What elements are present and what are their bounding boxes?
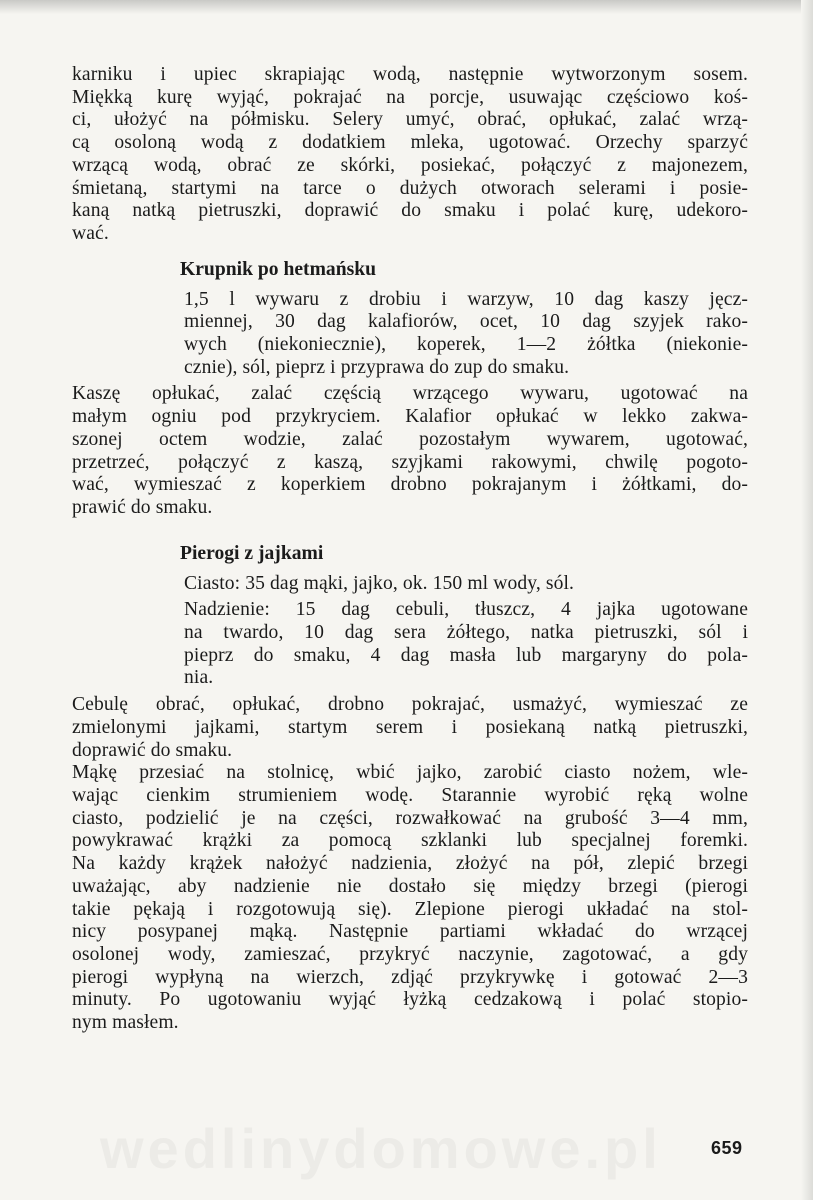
text-line: cą osoloną wodą z dodatkiem mleka, ugotować. Orzechy sparzyć <box>72 132 748 154</box>
text-line: osolonej wody, zamieszać, przykryć naczynie, zagotować, a gdy <box>72 943 748 965</box>
text-line: małym ogniu pod przykryciem. Kalafior opłukać w lekko zakwa- <box>72 406 748 428</box>
text-line: prawić do smaku. <box>72 496 213 518</box>
text-line: na twardo, 10 dag sera żółtego, natka pietruszki, sól i <box>184 622 748 644</box>
text-line: uważając, aby nadzienie nie dostało się między brzegi (pierogi <box>72 875 748 897</box>
text-line: wając cienkim strumieniem wodę. Starannie wyrobić ręką wolne <box>72 784 748 806</box>
text-line: Kaszę opłukać, zalać częścią wrzącego wywaru, ugotować na <box>72 383 748 405</box>
text-line: wrzącą wodą, obrać ze skórki, posiekać, połączyć z majonezem, <box>72 154 748 176</box>
recipe-title-pierogi: Pierogi z jajkami <box>180 542 324 564</box>
text-line: wych (niekoniecznie), koperek, 1—2 żółtka (niekonie- <box>184 334 748 356</box>
scan-top-shadow <box>0 0 813 14</box>
text-line: ciasto, podzielić je na części, rozwałkować na grubość 3—4 mm, <box>72 807 748 829</box>
intro-paragraph <box>72 64 748 246</box>
text-line: takie pękają i rozgotowują się). Zlepione pierogi układać na stol- <box>72 898 748 920</box>
text-line: szonej octem wodzie, zalać pozostałym wywarem, ugotować, <box>72 428 748 450</box>
text-line: Na każdy krążek nałożyć nadzienia, złożyć na pół, zlepić brzegi <box>72 853 748 875</box>
text-line: doprawić do smaku. <box>72 739 233 761</box>
text-line: cznie), sól, pieprz i przyprawa do zup do smaku. <box>184 356 570 378</box>
recipe-method-dough <box>72 762 748 1034</box>
text-line: Mąkę przesiać na stolnicę, wbić jajko, zarobić ciasto nożem, wle- <box>72 762 748 784</box>
recipe-ingredients-filling <box>184 599 748 690</box>
recipe-ingredients <box>184 289 748 380</box>
text-line: karniku i upiec skrapiając wodą, następnie wytworzonym sosem. <box>72 64 748 85</box>
text-line: Miękką kurę wyjąć, pokrajać na porcje, usuwając częściowo koś- <box>72 86 748 108</box>
text-line: Cebulę obrać, opłukać, drobno pokrajać, usmażyć, wymieszać ze <box>72 694 748 716</box>
text-line: nicy posypanej mąką. Następnie partiami wkładać do wrzącej <box>72 921 748 943</box>
text-line: nia. <box>184 667 214 689</box>
text-line: 1,5 l wywaru z drobiu i warzyw, 10 dag kaszy jęcz- <box>184 288 748 310</box>
page-number: 659 <box>711 1138 743 1158</box>
text-line: miennej, 30 dag kalafiorów, ocet, 10 dag szyjek rako- <box>184 311 748 333</box>
recipe-method <box>72 383 748 519</box>
recipe-method-filling <box>72 694 748 762</box>
text-line: Ciasto: 35 dag mąki, jajko, ok. 150 ml wody, sól. <box>184 572 575 594</box>
page-content <box>72 64 748 1035</box>
text-line: kaną natką pietruszki, doprawić do smaku i polać kurę, udekoro- <box>72 200 748 222</box>
text-line: śmietaną, startymi na tarce o dużych otworach selerami i posie- <box>72 177 748 199</box>
text-line: wać, wymieszać z koperkiem drobno pokrajanym i żółtkami, do- <box>72 474 748 496</box>
text-line: pierogi wypłyną na wierzch, zdjąć przykrywkę i gotować 2—3 <box>72 966 748 988</box>
text-line: wać. <box>72 222 109 244</box>
watermark-text: wedlinydomowe.pl <box>100 1117 662 1180</box>
text-line: minuty. Po ugotowaniu wyjąć łyżką cedzakową i polać stopio- <box>72 989 748 1011</box>
text-line: przetrzeć, połączyć z kaszą, szyjkami rakowymi, chwilę pogoto- <box>72 451 748 473</box>
text-line: Nadzienie: 15 dag cebuli, tłuszcz, 4 jajka ugotowane <box>184 599 748 621</box>
text-line: powykrawać krążki za pomocą szklanki lub specjalnej foremki. <box>72 830 748 852</box>
text-line: zmielonymi jajkami, startym serem i posiekaną natką pietruszki, <box>72 716 748 738</box>
scan-right-edge <box>801 0 813 1200</box>
recipe-title-krupnik: Krupnik po hetmańsku <box>180 258 377 280</box>
recipe-ingredients-dough <box>184 573 748 596</box>
text-line: nym masłem. <box>72 1012 179 1034</box>
text-line: ci, ułożyć na półmisku. Selery umyć, obrać, opłukać, zalać wrzą- <box>72 109 748 131</box>
text-line: pieprz do smaku, 4 dag masła lub margaryny do pola- <box>184 644 748 666</box>
